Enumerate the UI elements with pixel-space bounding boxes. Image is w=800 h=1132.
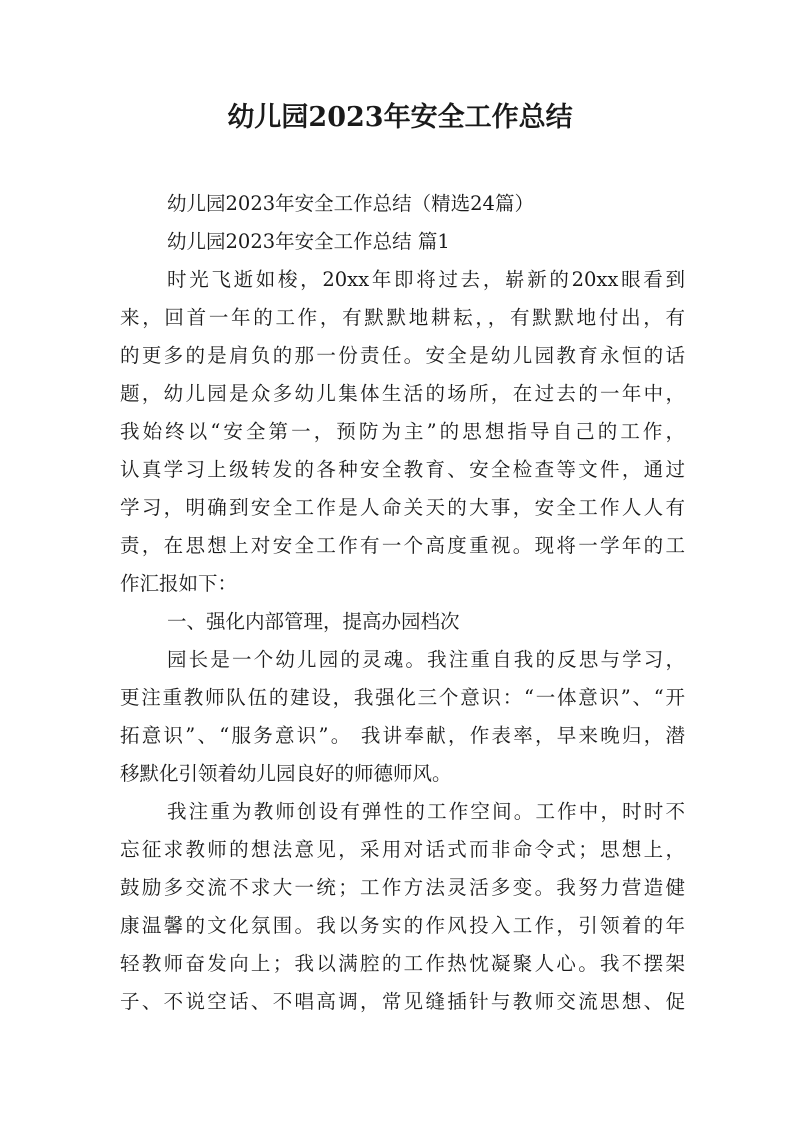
section-heading: 幼儿园2023年安全工作总结 篇1 <box>167 230 450 253</box>
paragraph-line: 子、不说空话、不唱高调，常见缝插针与教师交流思想、促 <box>120 990 685 1013</box>
paragraph-line: 作汇报如下： <box>120 572 238 595</box>
paragraph-line: 康温馨的文化氛围。我以务实的作风投入工作，引领着的年 <box>120 914 685 937</box>
section-subheading: 一、强化内部管理，提高办园档次 <box>167 610 460 633</box>
paragraph-line: 我注重为教师创设有弹性的工作空间。工作中，时时不 <box>167 800 685 823</box>
paragraph-line: 更注重教师队伍的建设，我强化三个意识：“一体意识”、“开 <box>120 686 685 709</box>
paragraph-line: 来，回首一年的工作，有默默地耕耘，，有默默地付出，有 <box>120 306 685 329</box>
paragraph-line: 鼓励多交流不求大一统；工作方法灵活多变。我努力营造健 <box>120 876 685 899</box>
paragraph-line: 学习，明确到安全工作是人命关天的大事，安全工作人人有 <box>120 496 685 519</box>
paragraph-line: 的更多的是肩负的那一份责任。安全是幼儿园教育永恒的话 <box>120 344 685 367</box>
paragraph-line: 题，幼儿园是众多幼儿集体生活的场所，在过去的一年中， <box>120 382 685 405</box>
paragraph-line: 拓意识”、“服务意识”。 我讲奉献，作表率，早来晚归，潜 <box>120 724 685 747</box>
document-title: 幼儿园2023年安全工作总结 <box>227 102 573 133</box>
document-subtitle: 幼儿园2023年安全工作总结（精选24篇） <box>167 192 534 215</box>
paragraph-line: 认真学习上级转发的各种安全教育、安全检查等文件，通过 <box>120 458 685 481</box>
paragraph-line: 时光飞逝如梭，20xx年即将过去，崭新的20xx眼看到 <box>167 268 685 291</box>
paragraph-line: 轻教师奋发向上；我以满腔的工作热忱凝聚人心。我不摆架 <box>120 952 685 975</box>
paragraph-line: 我始终以“安全第一，预防为主”的思想指导自己的工作， <box>120 420 685 443</box>
paragraph-line: 移默化引领着幼儿园良好的师德师风。 <box>120 762 452 785</box>
paragraph-line: 忘征求教师的想法意见，采用对话式而非命令式；思想上， <box>120 838 685 861</box>
paragraph-line: 园长是一个幼儿园的灵魂。我注重自我的反思与学习， <box>167 648 685 671</box>
paragraph-line: 责，在思想上对安全工作有一个高度重视。现将一学年的工 <box>120 534 685 557</box>
